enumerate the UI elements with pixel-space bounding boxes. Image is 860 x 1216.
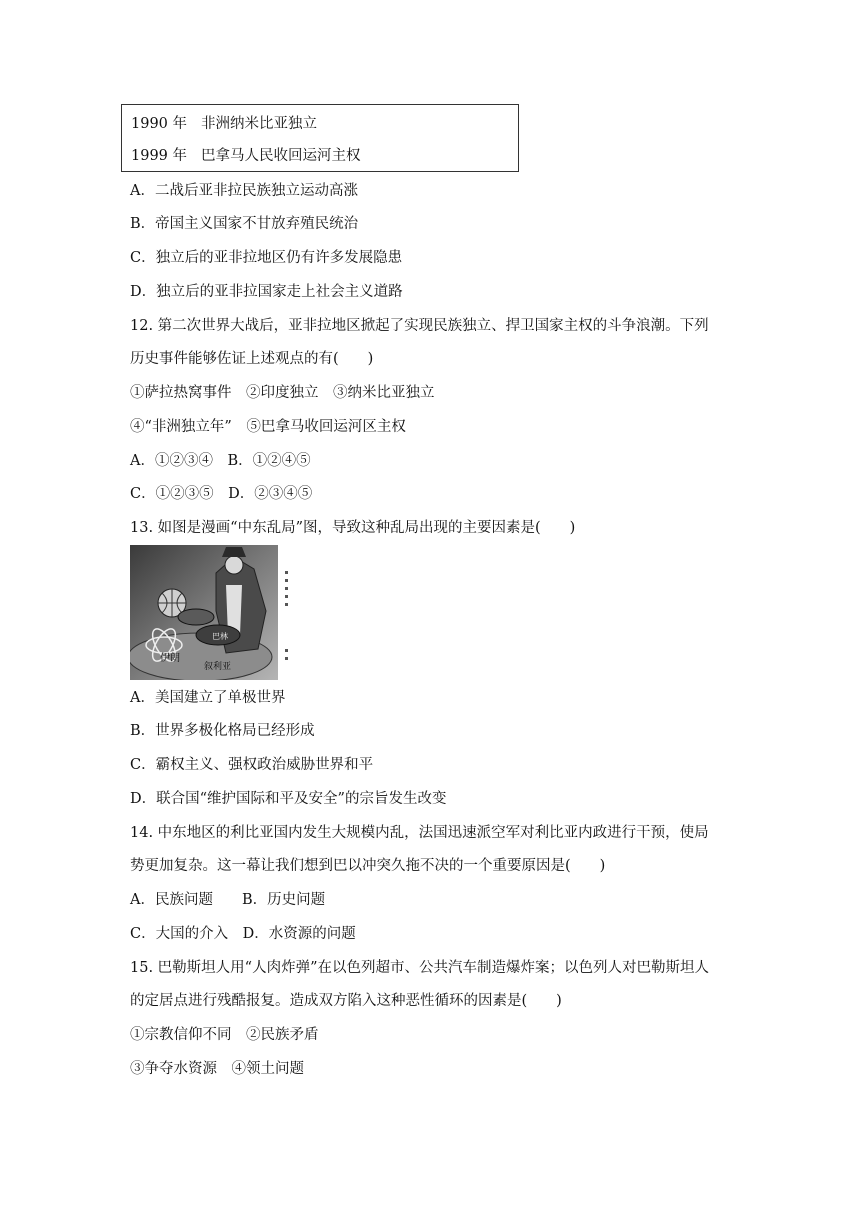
timeline-row (131, 114, 317, 134)
year: 1990 年 (131, 116, 188, 132)
timeline-row (131, 146, 361, 166)
q15-stem: 15. 巴勒斯坦人用“人肉炸弹”在以色列超市、公共汽车制造爆炸案；以色列人对巴勒斯坦人 (130, 960, 709, 976)
q13-option-d: D．联合国“维护国际和平及安全”的宗旨发生改变 (130, 791, 447, 807)
q11-option-a: A．二战后亚非拉民族独立运动高涨 (130, 183, 358, 199)
q12-stem: 12. 第二次世界大战后，亚非拉地区掀起了实现民族独立、捍卫国家主权的斗争浪潮。下列 (130, 318, 709, 334)
label-bahrain: 巴林 (212, 632, 228, 641)
event: 巴拿马人民收回运河主权 (201, 148, 361, 164)
q15-stem-cont: 的定居点进行残酷报复。造成双方陷入这种恶性循环的因素是( ) (130, 993, 562, 1009)
q13-option-c: C．霸权主义、强权政治威胁世界和平 (130, 757, 374, 773)
q11-option-d: D．独立后的亚非拉国家走上社会主义道路 (130, 284, 403, 300)
q14-options-cd: C．大国的介入 D．水资源的问题 (130, 926, 356, 942)
timeline-table (121, 104, 519, 172)
label-syria: 叙利亚 (204, 662, 232, 672)
q15-items-cont: ③争夺水资源 ④领土问题 (130, 1061, 304, 1077)
q11-option-b: B．帝国主义国家不甘放弃殖民统治 (130, 216, 359, 232)
q12-items-cont: ④“非洲独立年” ⑤巴拿马收回运河区主权 (130, 419, 406, 435)
q12-items: ①萨拉热窝事件 ②印度独立 ③纳米比亚独立 (130, 385, 435, 401)
q12-options-ab: A．①②③④ B．①②④⑤ (130, 453, 311, 469)
label-iran: 伊朗 (160, 653, 180, 664)
q14-options-ab: A．民族问题 B．历史问题 (130, 892, 326, 908)
q13-option-b: B．世界多极化格局已经形成 (130, 723, 315, 739)
q12-options-cd: C．①②③⑤ D．②③④⑤ (130, 486, 313, 502)
q12-stem-cont: 历史事件能够佐证上述观点的有( ) (130, 351, 374, 367)
q13-stem: 13. 如图是漫画“中东乱局”图，导致这种乱局出现的主要因素是( ) (130, 520, 576, 536)
event: 非洲纳米比亚独立 (201, 116, 318, 132)
middle-east-cartoon (130, 545, 296, 680)
q15-items: ①宗教信仰不同 ②民族矛盾 (130, 1027, 319, 1043)
q11-option-c: C．独立后的亚非拉地区仍有许多发展隐患 (130, 250, 403, 266)
q13-option-a: A．美国建立了单极世界 (130, 690, 286, 706)
q14-stem-cont: 势更加复杂。这一幕让我们想到巴以冲突久拖不决的一个重要原因是( ) (130, 858, 606, 874)
year: 1999 年 (131, 148, 188, 164)
q14-stem: 14. 中东地区的利比亚国内发生大规模内乱，法国迅速派空军对利比亚内政进行干预，使局 (130, 825, 709, 841)
